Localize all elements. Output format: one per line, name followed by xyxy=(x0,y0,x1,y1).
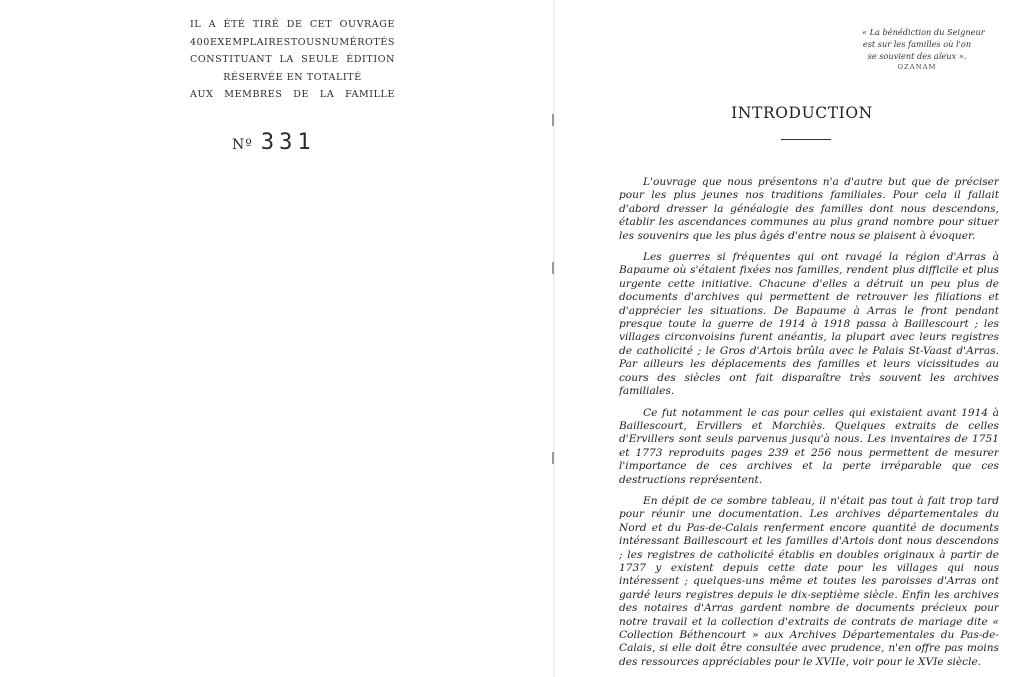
chapter-title: INTRODUCTION xyxy=(731,104,873,122)
colophon-word: LA xyxy=(319,89,335,101)
colophon-word: EXEMPLAIRES xyxy=(209,36,291,48)
colophon-word: DE xyxy=(293,89,310,101)
epigraph-line: est sur les familles où l'on xyxy=(862,38,972,49)
title-rule xyxy=(781,139,831,140)
colophon-line xyxy=(190,86,395,104)
copy-number xyxy=(232,130,316,155)
colophon-word: A xyxy=(208,19,217,30)
gutter-mark xyxy=(552,452,554,464)
gutter-mark xyxy=(552,262,554,274)
colophon-word: DE xyxy=(286,19,303,30)
colophon-word: NUMÉROTÉS xyxy=(321,36,395,48)
colophon-word: SEULE xyxy=(301,54,339,66)
introduction-body xyxy=(619,176,999,677)
colophon-word: 400 xyxy=(190,36,210,48)
colophon-line: RÉSERVÉE EN TOTALITÉ xyxy=(223,71,362,83)
epigraph-author: OZANAM xyxy=(897,63,937,72)
colophon-word: ÉTÉ xyxy=(223,19,246,30)
colophon-line xyxy=(190,16,395,34)
colophon-word: FAMILLE xyxy=(345,89,395,101)
book-gutter xyxy=(553,0,555,677)
colophon-word: CONSTITUANT xyxy=(190,54,273,66)
colophon xyxy=(190,16,395,104)
copy-number-label: Nº xyxy=(232,137,253,153)
colophon-word: IL xyxy=(190,19,202,30)
colophon-word: AUX xyxy=(190,89,214,101)
copy-number-value: 331 xyxy=(260,130,316,155)
colophon-line xyxy=(190,34,395,52)
colophon-word: MEMBRES xyxy=(224,89,283,101)
epigraph-line: se souvient des aïeux ». xyxy=(867,50,967,61)
colophon-word: ÉDITION xyxy=(346,54,395,66)
paragraph: Les guerres si fréquentes qui ont ravagé la région d'Arras à Bapaume où s'étaient fixées nos familles, rendent plus difficile et plus urgente cette initiative. Chacune d'elles a détruit un peu plus de documents d'archives qui permettent de retrouver les filiations et d'apprécier les situations. De Bapaume à Arras le front pendant presque toute la guerre de 1914 à 1918 passa à Baillescourt ; les villages circonvoisins furent anéantis, la plupart avec leurs registres de catholicité ; le Gros d'Artois brûla avec le Palais St-Vaast d'Arras. Par ailleurs les déplacements des familles et leurs vicissitudes au cours des siècles ont fait disparaître très souvent les archives familiales. xyxy=(619,251,999,398)
colophon-word: TIRÉ xyxy=(252,19,280,30)
gutter-mark xyxy=(552,114,554,126)
paragraph: Ce fut notamment le cas pour celles qui existaient avant 1914 à Baillescourt, Ervillers et Morchiès. Quelques extraits de celles d'Ervillers sont seuls parvenus jusqu'à nous. Les inventaires de 1751 et 1773 reproduits pages 239 et 256 nous permettent de mesurer l'importance de ces archives et la perte irréparable que ces destructions représentent. xyxy=(619,406,999,486)
colophon-word: OUVRAGE xyxy=(339,19,395,30)
epigraph-line: « La bénédiction du Seigneur xyxy=(862,27,985,37)
colophon-word: LA xyxy=(279,54,294,66)
epigraph xyxy=(862,27,985,74)
paragraph: En dépit de ce sombre tableau, il n'était pas tout à fait trop tard pour réunir une documentation. Les archives départementales du Nord et du Pas-de-Calais renferment encore quantité de documents intéressant Baillescourt et les familles d'Artois dont nous descendons ; les registres de catholicité établis en doubles originaux à partir de 1737 y existent depuis cette date pour les villages qui nous intéressent ; quelques-uns même et toutes les paroisses d'Arras ont gardé leurs registres depuis le dix-septième siècle. Enfin les archives des notaires d'Arras gardent nombre de documents précieux pour notre travail et la collection d'extraits de contrats de mariage dite « Collection Béthencourt » aux Archives Départementales du Pas-de-Calais, si elle doit être consultée avec prudence, n'en offre pas moins des ressources appréciables pour le XVIIe, voir pour le XVIe siècle. xyxy=(619,494,999,668)
paragraph: L'ouvrage que nous présentons n'a d'autre but que de préciser pour les plus jeunes nos traditions familiales. Pour cela il fallait d'abord dresser la généalogie des familles dont nous descendons, établir les ascendances communes au plus grand nombre pour situer les souvenirs que les plus âgés d'entre nous se plaisent à évoquer. xyxy=(619,176,999,242)
colophon-line xyxy=(190,51,395,69)
colophon-word: CET xyxy=(309,19,333,30)
colophon-word: TOUS xyxy=(290,36,322,48)
